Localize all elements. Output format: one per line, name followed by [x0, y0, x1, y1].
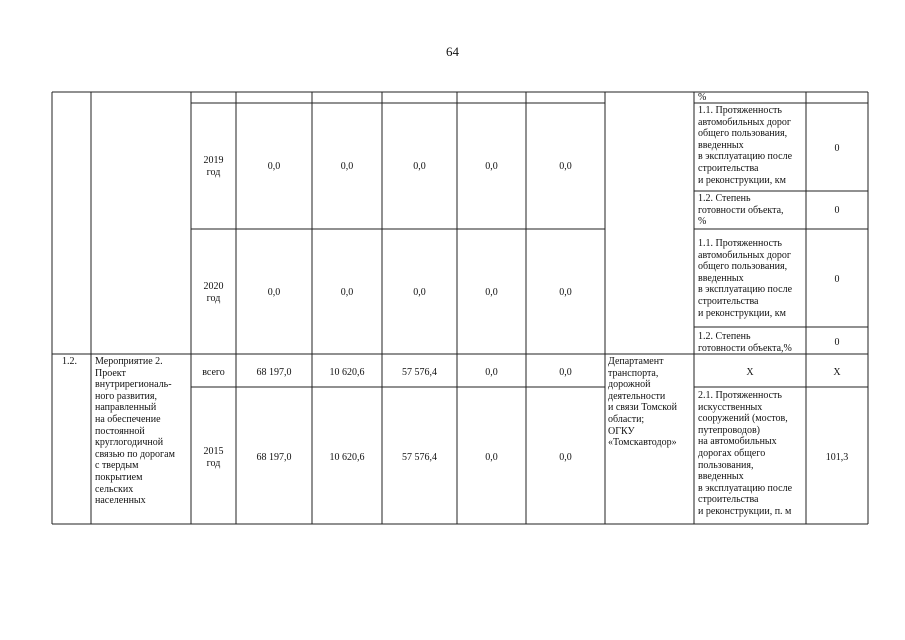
total-value-total: 68 197,0: [256, 367, 292, 378]
value-2015-federal: 10 620,6: [329, 452, 365, 463]
indicator-2019-readiness: 1.2. Степень готовности объекта, %: [698, 193, 784, 228]
event-executor: Департамент транспорта, дорожной деятельности и связи Томской области; ОГКУ «Томскавтодор»: [608, 356, 677, 449]
value-2020-federal: 0,0: [340, 287, 354, 298]
value-2019-other: 0,0: [559, 161, 572, 172]
indicator-2020-length-value: 0: [834, 274, 840, 285]
indicator-2020-readiness-value: 0: [834, 337, 840, 348]
value-2015-local: 0,0: [485, 452, 498, 463]
total-value-local: 0,0: [485, 367, 498, 378]
value-2020-local: 0,0: [485, 287, 498, 298]
value-2019-local: 0,0: [485, 161, 498, 172]
value-2020-total: 0,0: [267, 287, 281, 298]
event-number: 1.2.: [62, 356, 77, 367]
total-indicator: Х: [746, 367, 754, 378]
event-name: Мероприятие 2. Проект внутрирегиональ- ного развития, направленный на обеспечение постоянной круглогодичной связью по дорогам с твердым покрытием сельских населенных: [95, 356, 175, 507]
year-2015: 2015 год: [203, 446, 224, 469]
total-indicator-value: Х: [833, 367, 841, 378]
value-2019-regional: 0,0: [413, 161, 426, 172]
value-2020-regional: 0,0: [413, 287, 426, 298]
value-2019-federal: 0,0: [340, 161, 354, 172]
value-2019-total: 0,0: [267, 161, 281, 172]
total-label: всего: [202, 367, 225, 378]
indicator-2019-readiness-value: 0: [834, 205, 840, 216]
indicator-2020-length: 1.1. Протяженность автомобильных дорог общего пользования, введенных в эксплуатацию после строительства и реконструкции, км: [698, 238, 793, 319]
year-2019: 2019 год: [203, 155, 224, 178]
indicator-continued: %: [698, 92, 707, 103]
indicator-2015-structures-value: 101,3: [825, 452, 849, 463]
year-2020: 2020 год: [203, 281, 224, 304]
value-2020-other: 0,0: [559, 287, 572, 298]
indicator-2019-length: 1.1. Протяженность автомобильных дорог общего пользования, введенных в эксплуатацию после строительства и реконструкции, км: [698, 105, 793, 186]
value-2015-total: 68 197,0: [256, 452, 292, 463]
total-value-regional: 57 576,4: [402, 367, 437, 378]
indicator-2015-structures: 2.1. Протяженность искусственных сооружений (мостов, путепроводов) на автомобильных дорогах общего пользования, введенных в эксплуатацию после строительства и реконструкции, п. м: [698, 390, 793, 517]
total-value-federal: 10 620,6: [329, 367, 365, 378]
value-2015-regional: 57 576,4: [402, 452, 437, 463]
indicator-2019-length-value: 0: [834, 143, 840, 154]
value-2015-other: 0,0: [559, 452, 572, 463]
page-number: 64: [446, 44, 459, 59]
indicator-2020-readiness: 1.2. Степень готовности объекта,%: [698, 331, 792, 354]
total-value-other: 0,0: [559, 367, 572, 378]
